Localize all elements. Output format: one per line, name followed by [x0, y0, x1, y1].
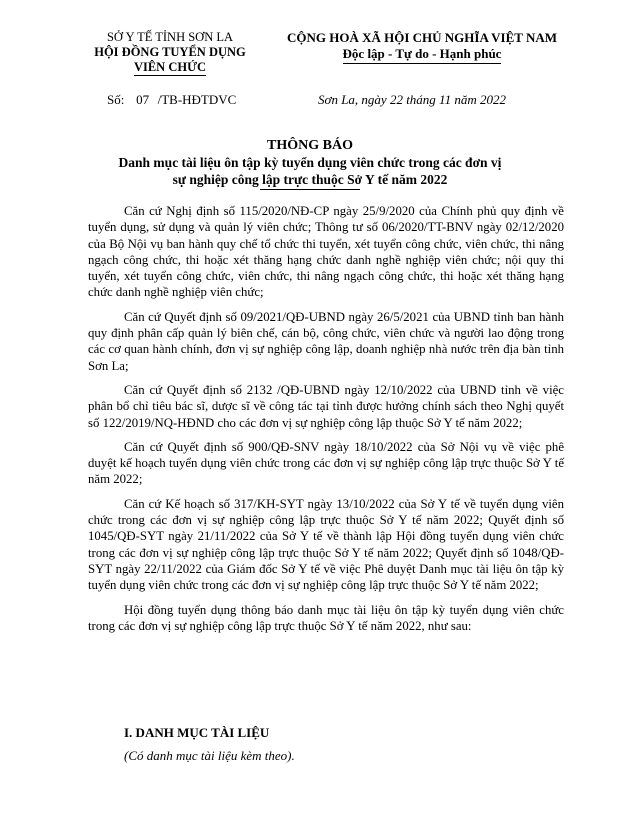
- paragraph: Căn cứ Quyết định số 2132 /QĐ-UBND ngày 12/10/2022 của UBND tỉnh về việc phân bổ chỉ tiêu bác sĩ, dược sĩ về công tác tại tỉnh được hưởng chính sách theo Nghị quyết số 122/2019/NQ-HĐND cho các đơn vị sự nghiệp công lập thuộc Sở Y tế năm 2022;: [88, 382, 564, 430]
- section-note: (Có danh mục tài liệu kèm theo).: [124, 748, 295, 763]
- document-title: [70, 137, 550, 188]
- document-date: Sơn La, ngày 22 tháng 11 năm 2022: [318, 92, 506, 107]
- document-number: [107, 92, 236, 108]
- title-line-1: Danh mục tài liệu ôn tập kỳ tuyển dụng viên chức trong các đơn vị: [118, 155, 502, 170]
- paragraph: Căn cứ Quyết định số 09/2021/QĐ-UBND ngày 26/5/2021 của UBND tỉnh ban hành quy định phân cấp quản lý biên chế, cán bộ, công chức, viên chức và người lao động trong các cơ quan hành chính, đơn vị sự nghiệp công lập, doanh nghiệp nhà nước trên địa bàn tỉnh Sơn La;: [88, 309, 564, 373]
- doc-number-suffix: /TB-HĐTDVC: [157, 92, 237, 107]
- national-motto: Độc lập - Tự do - Hạnh phúc: [343, 46, 502, 64]
- paragraph: Căn cứ Quyết định số 900/QĐ-SNV ngày 18/10/2022 của Sở Nội vụ về việc phê duyệt kế hoạch tuyển dụng viên chức trong các đơn vị sự nghiệp công lập trực thuộc Sở Y tế năm 2022;: [88, 439, 564, 487]
- title-type: THÔNG BÁO: [267, 138, 353, 153]
- national-header: [272, 30, 572, 64]
- doc-number-value: 07: [136, 92, 150, 107]
- agency-name-cont: VIÊN CHỨC: [133, 60, 207, 74]
- doc-number-prefix: Số:: [107, 92, 125, 107]
- section-heading: I. DANH MỤC TÀI LIỆU: [124, 725, 270, 740]
- agency-parent: SỞ Y TẾ TỈNH SƠN LA: [106, 30, 234, 44]
- paragraph: Căn cứ Nghị định số 115/2020/NĐ-CP ngày 25/9/2020 của Chính phủ quy định về tuyển dụng, sử dụng và quản lý viên chức; Thông tư số 06/2020/TT-BNV ngày 02/12/2020 của Bộ Nội vụ ban hành quy chế tổ chức thi tuyển, xét tuyển công chức, viên chức, thi nâng ngạch công chức, thi hoặc xét thăng hạng chức danh nghề nghiệp viên chức; nội quy thi tuyển, xét tuyển công chức, viên chức, thi nâng ngạch công chức, thi hoặc xét thăng hạng chức danh nghề nghiệp viên chức;: [88, 204, 564, 300]
- issuing-agency: [70, 30, 270, 76]
- document-body: [88, 203, 564, 642]
- title-line-2: sự nghiệp công lập trực thuộc Sở Y tế năm 2022: [172, 172, 448, 187]
- paragraph: Hội đồng tuyển dụng thông báo danh mục tài liệu ôn tập kỳ tuyển dụng viên chức trong các đơn vị sự nghiệp công lập trực thuộc Sở Y tế năm 2022, như sau:: [88, 602, 564, 633]
- country-name: CỘNG HOÀ XÃ HỘI CHỦ NGHĨA VIỆT NAM: [286, 30, 558, 45]
- paragraph: Căn cứ Kế hoạch số 317/KH-SYT ngày 13/10/2022 của Sở Y tế về tuyển dụng viên chức trong các đơn vị sự nghiệp công lập trực thuộc Sở Y tế năm 2022; Quyết định số 1045/QĐ-SYT ngày 21/11/2022 của Sở Y tế về thành lập Hội đồng tuyển dụng viên chức trong các đơn vị sự nghiệp công lập trực thuộc Sở Y tế năm 2022; Quyết định số 1048/QĐ-SYT ngày 22/11/2022 của Giám đốc Sở Y tế về việc Phê duyệt Danh mục tài liệu ôn tập kỳ tuyển dụng viên chức trong các đơn vị sự nghiệp công lập trực thuộc Sở Y tế năm 2022;: [88, 496, 564, 593]
- title-underline: [260, 189, 360, 190]
- agency-name: HỘI ĐỒNG TUYỂN DỤNG: [94, 45, 246, 59]
